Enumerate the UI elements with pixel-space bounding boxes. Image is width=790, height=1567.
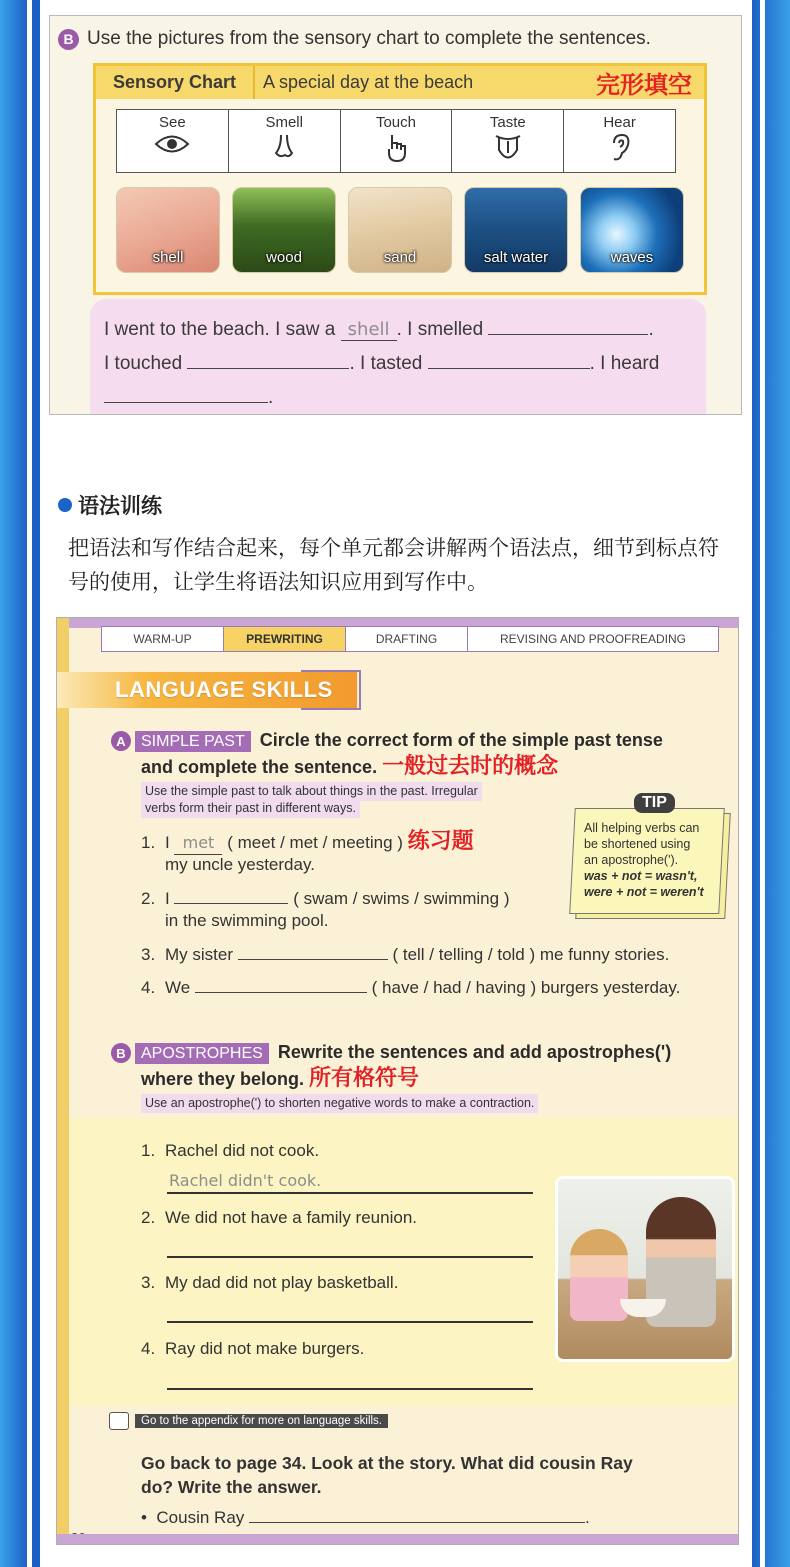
sand-photo: sand [348,187,452,273]
section-a-hint-1: Use the simple past to talk about things in the past. Irregular [141,782,482,801]
tab-revising[interactable]: REVISING AND PROOFREADING [499,632,687,646]
bullet-icon: • [141,1508,157,1527]
question-a2-cont: in the swimming pool. [165,911,329,930]
answer-blank[interactable] [195,975,367,993]
shell-photo: shell [116,187,220,273]
chart-label: Sensory Chart [96,66,255,99]
eye-icon [154,133,190,155]
exercise-b-header [58,28,651,50]
answer-blank[interactable] [428,351,590,369]
tab-drafting[interactable]: DRAFTING [346,627,468,651]
section-a-header: A SIMPLE PAST Circle the correct form of the simple past tense [111,728,731,753]
question-b2: 2. We did not have a family reunion. [141,1208,417,1227]
final-answer-line: • Cousin Ray . [141,1505,590,1529]
question-b4: 4. Ray did not make burgers. [141,1339,365,1358]
question-a2: 2. I ( swam / swims / swimming ) [141,886,509,910]
question-b1: 1. Rachel did not cook. [141,1141,320,1160]
answer-line[interactable] [167,1388,533,1390]
section-b-hint: Use an apostrophe(') to shorten negative words to make a contraction. [141,1094,538,1113]
section-description: 把语法和写作结合起来，每个单元都会讲解两个语法点，细节到标点符号的使用，让学生将语法知识应用到写作中。 [68,537,719,594]
answer-blank[interactable] [488,317,648,335]
waves-photo: waves [580,187,684,273]
section-a-hint-2: verbs form their past in different ways. [141,799,360,818]
sensory-chart-panel [49,15,742,415]
sense-taste: Taste [452,110,564,172]
answer-line[interactable] [167,1321,533,1323]
sentence-line-3: . [104,385,273,409]
chart-subtitle: A special day at the beach [263,72,474,92]
question-a1-cont: my uncle yesterday. [165,855,315,874]
sentence-line-1: I went to the beach. I saw a shell . I smelled . [104,319,654,340]
section-b-header: B APOSTROPHES Rewrite the sentences and add apostrophes(') [111,1040,731,1065]
apostrophes-tag: APOSTROPHES [135,1043,269,1064]
language-skills-page [56,617,739,1545]
answer-blank[interactable]: met [174,832,222,855]
stage-tabs [101,626,719,652]
sentences-box [90,299,706,415]
final-question-line2: do? Write the answer. [141,1477,322,1497]
notebook-icon [109,1412,129,1430]
section-a-header-line2: and complete the sentence. 一般过去时的概念 [141,753,559,778]
answer-blank[interactable] [249,1505,585,1523]
exercise-badge: B [58,29,79,50]
answer-blank[interactable] [104,385,268,403]
language-skills-banner: LANGUAGE SKILLS [57,672,357,708]
bullet-dot-icon [58,498,72,512]
pictures-row [116,187,686,273]
cn-annotation: 完形填空 [596,72,692,99]
senses-row [116,109,676,173]
cn-annotation: 练习题 [407,828,474,853]
answer-b1[interactable]: Rachel didn't cook. [169,1171,322,1190]
nose-icon [272,133,296,161]
section-title: 语法训练 [58,490,162,520]
sense-hear: Hear [564,110,675,172]
final-question-line1: Go back to page 34. Look at the story. What did cousin Ray [141,1453,633,1473]
sensory-chart [93,63,707,295]
question-b3: 3. My dad did not play basketball. [141,1273,399,1292]
tab-prewriting[interactable]: PREWRITING [224,627,346,651]
question-a1: 1. I met ( meet / met / meeting ) 练习题 [141,828,474,853]
answer-line[interactable] [167,1256,533,1258]
tab-warm-up[interactable]: WARM-UP [102,627,224,651]
sense-smell: Smell [229,110,341,172]
tip-note: TIP All helping verbs can be shortened using an apostrophe('). was + not = wasn't, were + not = weren't [572,808,728,918]
section-b-header-line2: where they belong. 所有格符号 [141,1065,420,1090]
mother-daughter-photo [555,1176,735,1362]
answer-blank[interactable] [174,886,288,904]
answer-blank[interactable] [238,942,388,960]
tongue-icon [493,133,523,163]
simple-past-tag: SIMPLE PAST [135,731,251,752]
cn-annotation: 一般过去时的概念 [382,753,559,778]
salt-water-photo: salt water [464,187,568,273]
ear-icon [608,133,632,163]
sense-see: See [117,110,229,172]
answer-blank[interactable] [187,351,349,369]
question-a3: 3. My sister ( tell / telling / told ) me funny stories. [141,942,669,966]
wood-photo: wood [232,187,336,273]
appendix-note: Go to the appendix for more on language skills. [109,1412,388,1430]
hand-icon [383,133,409,163]
cn-annotation: 所有格符号 [309,1065,420,1090]
sense-touch: Touch [341,110,453,172]
right-border-decoration [752,0,790,1567]
exercise-instruction: Use the pictures from the sensory chart to complete the sentences. [87,28,651,49]
answer-line[interactable] [167,1192,533,1194]
tip-label: TIP [634,793,675,813]
sentence-line-2: I touched . I tasted . I heard [104,353,660,374]
left-border-decoration [0,0,40,1567]
answer-blank[interactable]: shell [341,319,397,341]
question-a4: 4. We ( have / had / having ) burgers yesterday. [141,975,680,999]
